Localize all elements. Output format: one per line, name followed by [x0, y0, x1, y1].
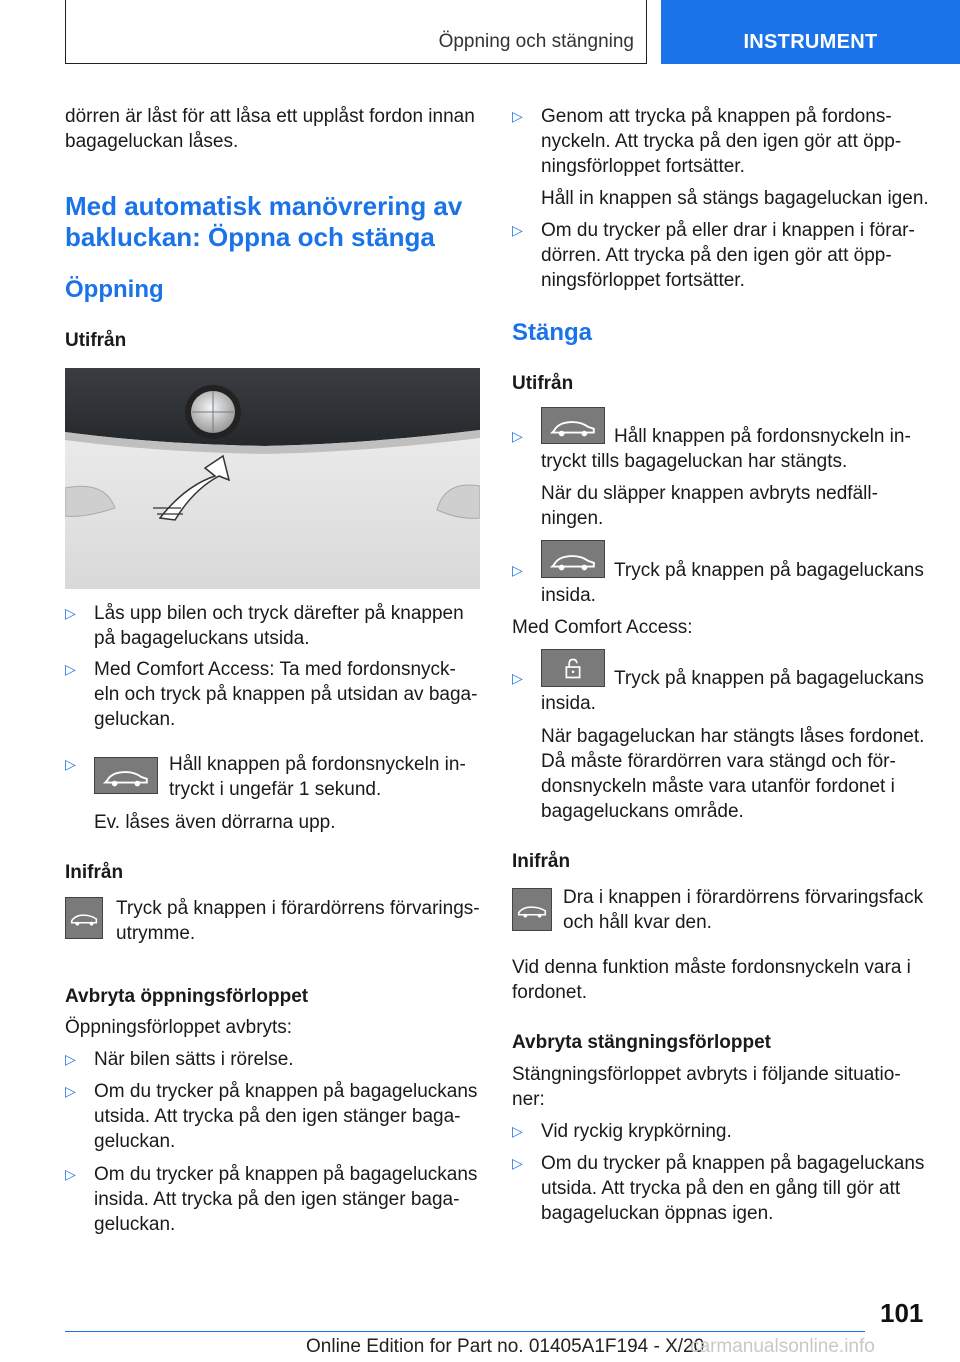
- comfort-access-label: Med Comfort Access:: [512, 617, 693, 638]
- bullet3-note: Ev. låses även dörrarna upp.: [94, 812, 336, 833]
- header-section-box: [65, 0, 647, 64]
- inside-text-line-2: utrymme.: [116, 923, 196, 944]
- r-subheading-inside: Inifrån: [512, 851, 571, 872]
- bullet-icon: ▷: [512, 670, 523, 686]
- r-c1-note-line-1: När du släpper knappen avbryts nedfäll-: [541, 483, 878, 504]
- bullet-icon: ▷: [65, 1051, 76, 1067]
- cancel-b2-line-3: geluckan.: [94, 1131, 176, 1152]
- r-cancel-b2-line-2: utsida. Att trycka på den en gång till gör att: [541, 1178, 901, 1199]
- r-c3-line-1: Tryck på knappen på bagageluckans: [614, 668, 924, 689]
- tab-instrument[interactable]: [661, 0, 960, 64]
- r-b2-line-3: ningsförloppet fortsätter.: [541, 270, 745, 291]
- key-tailgate-button-icon: [541, 540, 605, 578]
- r-c2-line-2: insida.: [541, 585, 596, 606]
- door-tailgate-button-icon: [512, 888, 552, 931]
- heading-main-line-2: bakluckan: Öppna och stänga: [65, 222, 435, 252]
- tailgate-illustration: [65, 368, 480, 589]
- cancel-b2-line-2: utsida. Att trycka på den igen stänger baga-: [94, 1106, 461, 1127]
- bullet-icon: ▷: [512, 222, 523, 238]
- r-inside-note-line-2: fordonet.: [512, 982, 587, 1003]
- r-c1-note-line-2: ningen.: [541, 508, 604, 529]
- r-b2-line-2: dörren. Att trycka på den igen gör att öpp-: [541, 245, 892, 266]
- r-c3-note-line-4: bagageluckans område.: [541, 801, 744, 822]
- bullet-icon: ▷: [512, 1123, 523, 1139]
- r-c3-note-line-3: donsnyckeln måste vara utanför fordonet i: [541, 776, 895, 797]
- r-c3-note-line-2: Då måste förardörren vara stängd och för-: [541, 751, 896, 772]
- r-c1-line-2: tryckt tills bagageluckan har stängts.: [541, 451, 848, 472]
- r-cancel-b1: Vid ryckig krypkörning.: [541, 1121, 732, 1142]
- r-cancel-b2-line-3: bagageluckan öppnas igen.: [541, 1203, 774, 1224]
- r-subheading-outside: Utifrån: [512, 373, 574, 394]
- intro-line-2: bagageluckan låses.: [65, 131, 239, 152]
- bullet-icon: ▷: [65, 661, 76, 677]
- bullet1-line-1: Lås upp bilen och tryck därefter på knappen: [94, 603, 464, 624]
- subheading-cancel-close: Avbryta stängningsförloppet: [512, 1032, 771, 1053]
- r-inside-note-line-1: Vid denna funktion måste fordonsnyckeln vara i: [512, 957, 911, 978]
- footer-edition: Online Edition for Part no. 01405A1F194 - X/20: [306, 1336, 705, 1357]
- cancel-b3-line-1: Om du trycker på knappen på bagageluckans: [94, 1164, 478, 1185]
- r-cancel-intro-line-1: Stängningsförloppet avbryts i följande situatio-: [512, 1064, 901, 1085]
- cancel-b3-line-3: geluckan.: [94, 1214, 176, 1235]
- r-cancel-b2-line-1: Om du trycker på knappen på bagageluckans: [541, 1153, 925, 1174]
- subheading-cancel-open: Avbryta öppningsförloppet: [65, 986, 309, 1007]
- bullet-icon: ▷: [512, 428, 523, 444]
- bullet-icon: ▷: [65, 605, 76, 621]
- key-tailgate-button-icon: [541, 407, 605, 444]
- bullet1-line-2: på bagageluckans utsida.: [94, 628, 310, 649]
- r-inside-text-line-2: och håll kvar den.: [563, 912, 712, 933]
- bullet-icon: ▷: [512, 562, 523, 578]
- subheading-outside: Utifrån: [65, 330, 127, 351]
- bullet-icon: ▷: [65, 756, 76, 772]
- r-b2-line-1: Om du trycker på eller drar i knappen i förar-: [541, 220, 915, 241]
- cancel-b2-line-1: Om du trycker på knappen på bagageluckans: [94, 1081, 478, 1102]
- bullet2-line-3: geluckan.: [94, 709, 176, 730]
- bullet3-line-2: tryckt i ungefär 1 sekund.: [169, 779, 382, 800]
- section-title: Öppning och stängning: [438, 31, 634, 52]
- heading-main-line-1: Med automatisk manövrering av: [65, 191, 463, 221]
- tailgate-photo: [65, 368, 480, 589]
- r-b1-line-3: ningsförloppet fortsätter.: [541, 156, 745, 177]
- cancel-b3-line-2: insida. Att trycka på den igen stänger baga-: [94, 1189, 460, 1210]
- key-tailgate-button-icon: [94, 757, 158, 794]
- heading-open: Öppning: [65, 276, 164, 303]
- r-inside-text-line-1: Dra i knappen i förardörrens förvaringsfack: [563, 887, 924, 908]
- door-tailgate-button-icon: [65, 897, 103, 939]
- r-cancel-intro-line-2: ner:: [512, 1089, 545, 1110]
- bullet-icon: ▷: [512, 1155, 523, 1171]
- tab-instrument-label: INSTRUMENT: [743, 31, 878, 53]
- bullet-icon: ▷: [65, 1166, 76, 1182]
- inside-text-line-1: Tryck på knappen i förardörrens förvarings-: [116, 898, 480, 919]
- r-b1-line-2: nyckeln. Att trycka på den igen gör att öpp-: [541, 131, 902, 152]
- r-c3-line-2: insida.: [541, 693, 596, 714]
- r-c1-line-1: Håll knappen på fordonsnyckeln in-: [614, 426, 911, 447]
- page-number: 101: [880, 1298, 924, 1328]
- footer-divider: [65, 1331, 865, 1332]
- bullet-icon: ▷: [512, 108, 523, 124]
- bullet-icon: ▷: [65, 1083, 76, 1099]
- watermark: carmanualsonline.info: [690, 1336, 875, 1357]
- lock-button-icon: [541, 649, 605, 687]
- subheading-inside: Inifrån: [65, 862, 124, 883]
- r-b1-note: Håll in knappen så stängs bagageluckan igen.: [541, 188, 929, 209]
- bullet3-line-1: Håll knappen på fordonsnyckeln in-: [169, 754, 466, 775]
- bullet2-line-1: Med Comfort Access: Ta med fordonsnyck-: [94, 659, 456, 680]
- cancel-b1: När bilen sätts i rörelse.: [94, 1049, 294, 1070]
- bullet2-line-2: eln och tryck på knappen på utsidan av baga-: [94, 684, 478, 705]
- intro-line-1: dörren är låst för att låsa ett upplåst fordon innan: [65, 106, 475, 127]
- r-c3-note-line-1: När bagageluckan har stängts låses fordonet.: [541, 726, 925, 747]
- cancel-intro: Öppningsförloppet avbryts:: [65, 1017, 293, 1038]
- r-c2-line-1: Tryck på knappen på bagageluckans: [614, 560, 924, 581]
- heading-close: Stänga: [512, 319, 593, 346]
- r-b1-line-1: Genom att trycka på knappen på fordons-: [541, 106, 892, 127]
